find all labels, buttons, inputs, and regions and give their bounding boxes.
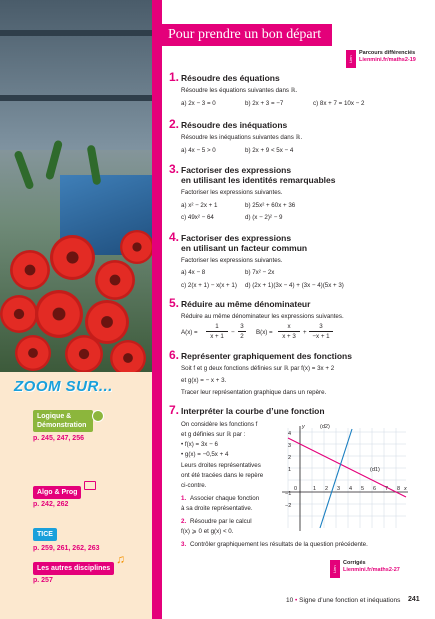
y-tick: 1 [288,467,292,473]
lien-label: Parcours différenciés [359,50,416,56]
instruction: Factoriser les expressions suivantes. [181,189,283,196]
fraction-A1-num: 1 [206,323,228,332]
lien-corriges[interactable] [330,560,400,578]
instruction: et g(x) = − x + 3. [181,377,227,384]
question: Résoudre par le calcul [190,518,252,525]
tag-logique[interactable]: Logique & Démonstration [33,410,93,432]
section-number: 6. [169,348,180,362]
section-title: Résoudre des équations [181,73,280,83]
x-tick: 3 [337,486,341,492]
question-number: 3. [181,541,187,548]
fraction-A2-den: 2 [240,333,244,340]
question-number: 2. [181,518,187,525]
text: On considère les fonctions f [181,421,258,428]
x-tick: 7 [385,486,389,492]
section-number: 4. [169,230,180,244]
y-axis-label: y [302,424,305,430]
origin-label: 0 [294,486,298,492]
chapter-number: 10 [286,597,294,604]
lien-badge: Lien [330,560,340,578]
laptop-icon [84,481,96,490]
chapter-title: Signe d’une fonction et inéquations [299,597,401,604]
section-title: Résoudre des inéquations [181,120,288,130]
tag-tice[interactable]: TICE [33,528,57,541]
lien-badge: Lien [346,50,356,68]
y-tick: 2 [288,455,292,461]
exercise-item: b) 25x² + 60x + 36 [245,202,296,209]
instruction: Soit f et g deux fonctions définies sur ℝ par f(x) = 3x + 2 [181,365,335,372]
section-number: 7. [169,403,180,417]
section-title: Réduire au même dénominateur [181,299,311,309]
instruction: Réduire au même dénominateur les expressions suivantes. [181,313,344,320]
question-number: 1. [181,495,187,502]
section-number: 2. [169,117,180,131]
pages-tice: p. 259, 261, 262, 263 [33,545,100,552]
text: et g définies sur ℝ par : [181,431,246,438]
tag-autres-disciplines[interactable]: Les autres disciplines [33,562,114,575]
section-number: 5. [169,296,180,310]
section-subtitle: en utilisant un facteur commun [181,243,308,253]
text: ci-contre. [181,482,207,489]
section-title: Factoriser des expressions [181,233,292,243]
x-tick: 6 [373,486,377,492]
page-edge [152,0,162,619]
exercise-item: c) 2(x + 1) − x(x + 1) [181,282,237,289]
lien-url: Lienmini.fr/maths2-19 [359,57,416,63]
exercise-item: a) 4x − 8 [181,269,206,276]
x-tick: 4 [349,486,353,492]
fraction-B1-num: x [278,323,300,332]
x-axis-label: x [404,486,407,492]
y-tick: 4 [288,431,292,437]
greenhouse-photo [0,0,152,372]
fraction-B2-den: −x + 1 [312,333,330,340]
pages-autres: p. 257 [33,577,53,584]
exercise-item: b) 2x + 9 < 5x − 4 [245,147,294,154]
operator: + [303,329,307,336]
y-tick: 3 [288,443,292,449]
instruction: Factoriser les expressions suivantes. [181,257,283,264]
exercise-item: a) 4x − 5 > 0 [181,147,216,154]
text: • f(x) = 3x − 6 [181,441,218,448]
fraction-B-lhs: B(x) = [256,329,273,336]
exercise-item: a) 2x − 3 = 0 [181,100,216,107]
x-tick: 5 [361,486,365,492]
tag-algo[interactable]: Algo & Prog [33,486,81,499]
x-tick: 1 [313,486,317,492]
fraction-B2-num: 3 [309,323,333,332]
exercise-item: d) (x − 2)² − 9 [245,214,283,221]
instruction: Tracer leur représentation graphique dans un repère. [181,389,327,396]
exercise-item: d) (2x + 1)(3x − 4) + (3x − 4)(5x + 3) [245,282,344,289]
page-title: Pour prendre un bon départ [162,24,332,46]
pages-algo: p. 242, 262 [33,501,69,508]
section-subtitle: en utilisant les identités remarquables [181,175,336,185]
zoom-title: ZOOM SUR... [14,378,113,395]
question: Associer chaque fonction [190,495,260,502]
lien-url: Lienmini.fr/maths2-27 [343,567,400,573]
question: f(x) ⩾ 0 et g(x) < 0. [181,528,234,535]
exercise-item: c) 8x + 7 = 10x − 2 [313,100,365,107]
fraction-A1-den: x + 1 [210,333,224,340]
question: à sa droite représentative. [181,505,253,512]
fraction-B1-den: x + 3 [282,333,296,340]
text: ont été tracées dans le repère [181,472,264,479]
exercise-item: a) x² − 2x + 1 [181,202,218,209]
label-d2: (d2) [320,424,330,430]
fraction-A2-num: 3 [238,323,246,332]
label-d1: (d1) [370,467,380,473]
instruction: Résoudre les équations suivantes dans ℝ. [181,87,298,94]
y-tick: −2 [285,503,292,509]
page-number: 241 [408,596,420,603]
gear-icon [92,410,104,422]
y-tick: −1 [285,491,292,497]
exercise-item: b) 2x + 3 = −7 [245,100,284,107]
section-title: Représenter graphiquement des fonctions [181,351,352,361]
question: Contrôler graphiquement les résultats de la question précédente. [190,541,368,548]
music-note-icon: ♫ [116,552,125,566]
x-tick: 8 [397,486,401,492]
text: Leurs droites représentatives [181,462,261,469]
lien-parcours[interactable] [346,50,416,68]
section-title: Interpréter la courbe d’une fonction [181,406,325,416]
function-graph [278,423,410,535]
exercise-item: c) 49x² − 64 [181,214,214,221]
fraction-A-lhs: A(x) = [181,329,198,336]
section-number: 3. [169,162,180,176]
operator: − [231,329,235,336]
footer-chapter: 10 • Signe d’une fonction et inéquations [286,597,401,604]
instruction: Résoudre les inéquations suivantes dans ℝ. [181,134,303,141]
lien-label: Corrigés [343,560,366,566]
section-title: Factoriser des expressions [181,165,292,175]
exercise-item: b) 7x² − 2x [245,269,275,276]
line-d1 [288,438,406,497]
pages-logique: p. 245, 247, 256 [33,435,84,442]
section-number: 1. [169,70,180,84]
text: • g(x) = −0,5x + 4 [181,451,229,458]
x-tick: 2 [325,486,329,492]
